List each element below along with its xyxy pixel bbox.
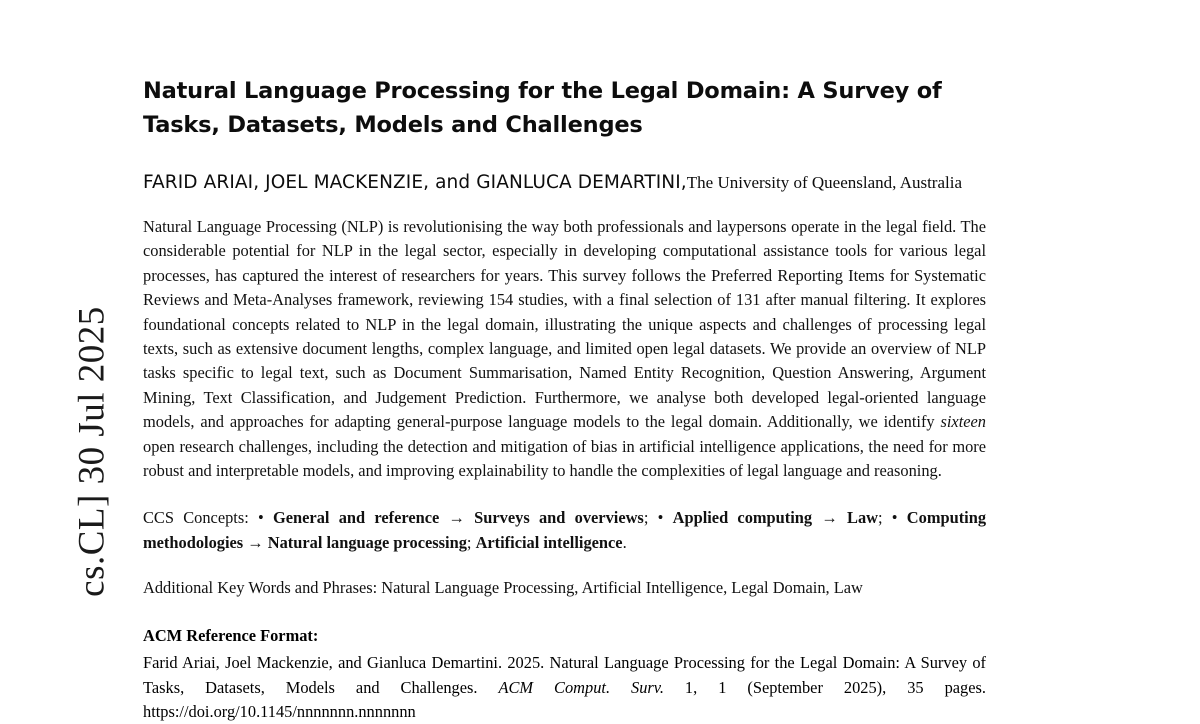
acm-reference-format-body xyxy=(143,651,986,724)
ccs-bullet: • xyxy=(657,508,673,528)
ccs-concept-primary: Artificial intelligence xyxy=(475,532,623,552)
ccs-concepts xyxy=(143,506,986,555)
paper-content-column xyxy=(143,0,986,724)
reference-part-1: Farid Ariai, Joel Mackenzie, and Gianluca Demartini. 2025. Natural Language Processing for the Legal Domain: A Survey of Tasks, Datasets, Models and Challenges. xyxy=(143,653,986,697)
keywords-line xyxy=(143,576,986,600)
ccs-item xyxy=(258,508,658,527)
ccs-separator: ; xyxy=(877,508,892,528)
ccs-concept-secondary: Law xyxy=(847,508,878,528)
ccs-item xyxy=(476,533,627,552)
author-line xyxy=(143,170,986,195)
abstract-part-1: Natural Language Processing (NLP) is revolutionising the way both professionals and laypersons operate in the legal field. The considerable potential for NLP in the legal sector, especially in developing computational assistance tools for various legal processes, has captured the interest of researchers for years. This survey follows the Preferred Reporting Items for Systematic Reviews and Meta-Analyses framework, reviewing 154 studies, with a final selection of 131 after manual filtering. It explores foundational concepts related to NLP in the legal domain, illustrating the unique aspects and challenges of processing legal texts, such as extensive document lengths, complex language, and limited open legal datasets. We provide an overview of NLP tasks specific to legal text, such as Document Summarisation, Named Entity Recognition, Question Answering, Argument Mining, Text Classification, and Judgement Prediction. Furthermore, we analyse both developed legal-oriented language models, and approaches for adapting general-purpose language models to the legal domain. Additionally, we identify xyxy=(143,217,986,432)
ccs-arrow-icon: → xyxy=(243,532,268,552)
ccs-arrow-icon: → xyxy=(812,508,848,528)
acm-reference-format-heading: ACM Reference Format: xyxy=(143,625,319,645)
ccs-concept-primary: Applied computing xyxy=(672,508,813,528)
ccs-concept-primary: General and reference xyxy=(273,508,440,528)
ccs-separator: . xyxy=(622,532,627,552)
reference-journal-name: ACM Comput. Surv. xyxy=(498,677,664,697)
ccs-concept-secondary: Natural language processing xyxy=(267,532,467,552)
author-names: FARID ARIAI, JOEL MACKENZIE, and GIANLUCA DEMARTINI, xyxy=(143,172,687,193)
reference-part-2: 1, 1 (September 2025), 35 pages. https://doi.org/10.1145/nnnnnnn.nnnnnnn xyxy=(143,677,986,721)
ccs-bullet: • xyxy=(891,508,907,528)
ccs-separator: ; xyxy=(466,532,476,552)
abstract-text xyxy=(143,215,986,483)
ccs-separator: ; xyxy=(643,508,658,528)
arxiv-identifier-stamp: cs.CL] 30 Jul 2025 xyxy=(71,306,113,597)
ccs-concept-primary: Computing methodologies xyxy=(143,508,987,552)
ccs-arrow-icon: → xyxy=(439,508,475,528)
abstract-part-2: open research challenges, including the detection and mitigation of bias in artificial intelligence applications, the need for more robust and interpretable models, and improving explainability to handle the complexities of legal language and reasoning. xyxy=(143,436,986,481)
ccs-concept-secondary: Surveys and overviews xyxy=(474,508,644,528)
ccs-bullet: • xyxy=(258,508,274,528)
author-affiliation: The University of Queensland, Australia xyxy=(686,173,963,192)
keywords-value: Natural Language Processing, Artificial Intelligence, Legal Domain, Law xyxy=(377,578,863,598)
keywords-label: Additional Key Words and Phrases: xyxy=(143,578,378,598)
page-title: Natural Language Processing for the Legal Domain: A Survey of Tasks, Datasets, Models and Challenges xyxy=(143,78,942,138)
ccs-label: CCS Concepts: xyxy=(143,508,249,528)
abstract-emphasis: sixteen xyxy=(940,412,986,432)
ccs-item xyxy=(658,508,892,527)
